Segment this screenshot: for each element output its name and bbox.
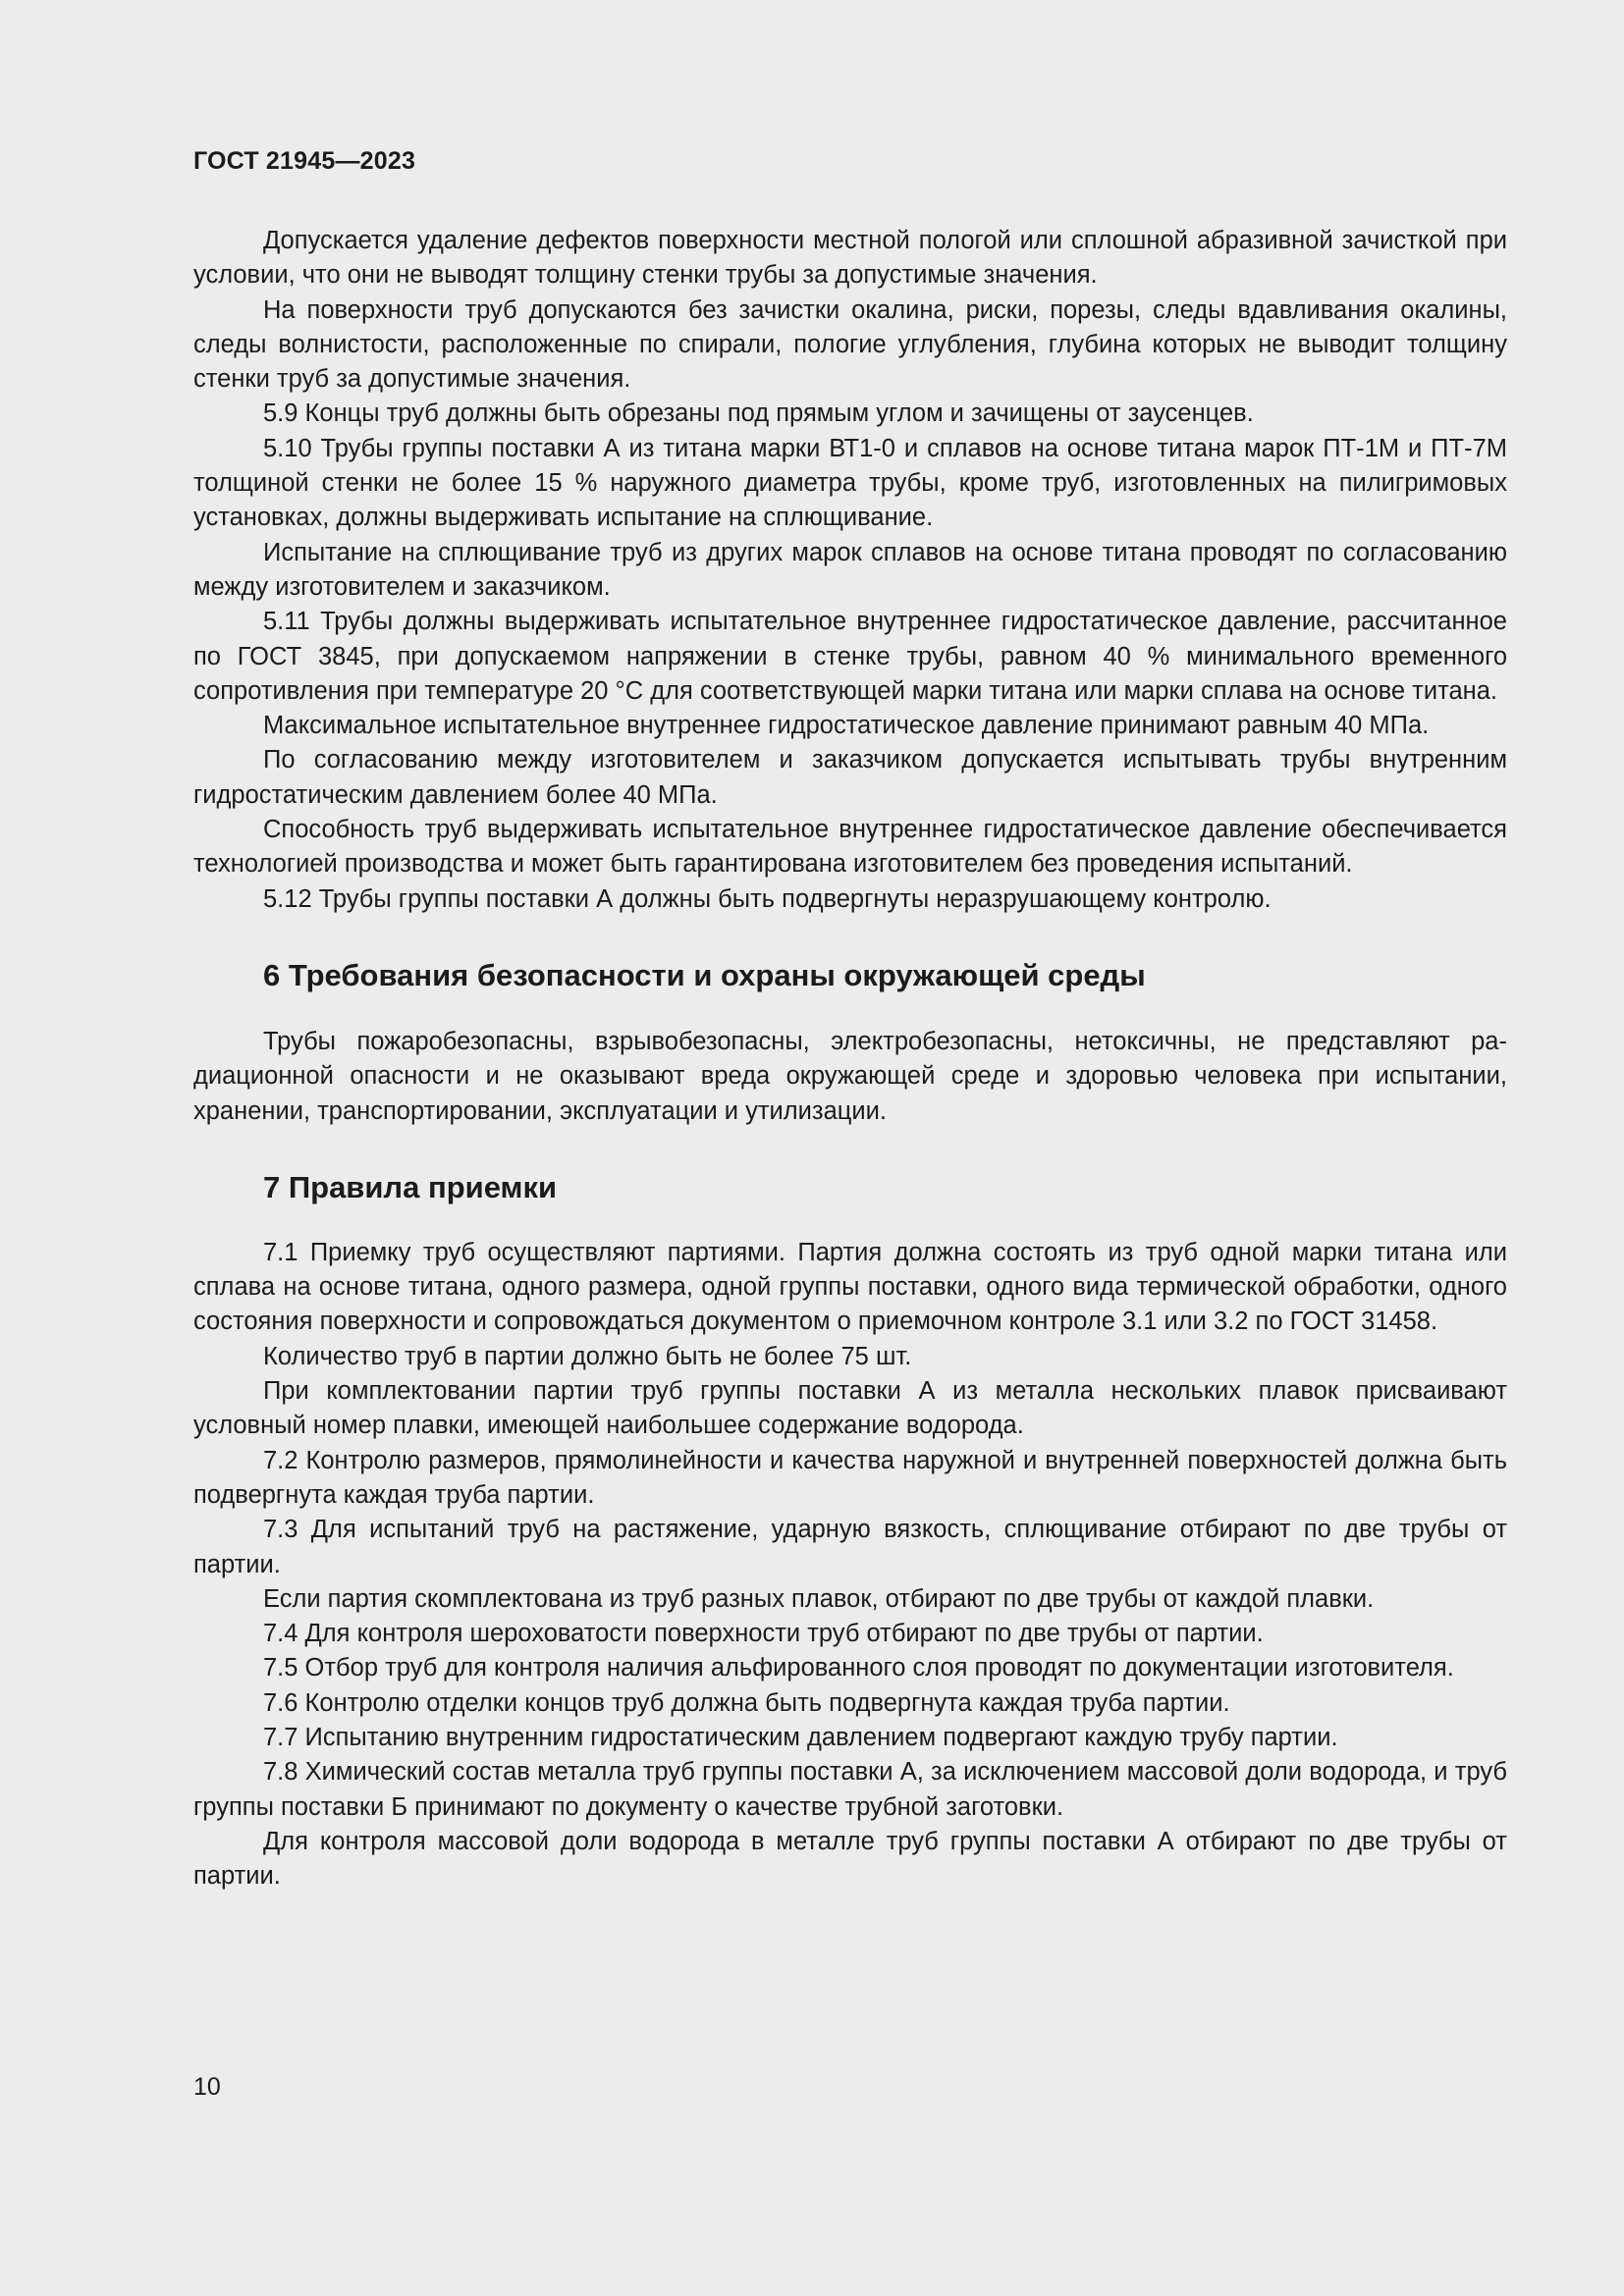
document-header: ГОСТ 21945—2023	[193, 147, 416, 175]
paragraph: При комплектовании партии труб группы поставки А из металла нескольких плавок присваивают условный номер плавки, имеющей наибольшее содержание водорода.	[193, 1377, 1507, 1440]
section-6-text: Трубы пожаробезопасны, взрывобезопасны, электробезопасны, нетоксичны, не представляют радиационной опасности и не оказывают вреда окружающей среде и здоровью человека при испытании, хранении, транспортировании, эксплуатации и утилизации.	[193, 1027, 1507, 1125]
clause-7-1: 7.1 Приемку труб осуществляют партиями. Партия должна состоять из труб одной марки титана или сплава на основе титана, одного размера, одной группы поставки, одного вида термической обработки, одного состояния поверхности и сопровождаться документом о приемочном контроле 3.1 или 3.2 по ГОСТ 31458.	[193, 1238, 1507, 1336]
clause-7-4: 7.4 Для контроля шероховатости поверхности труб отбирают по две трубы от партии.	[263, 1620, 1264, 1648]
paragraph: Количество труб в партии должно быть не более 75 шт.	[263, 1342, 912, 1370]
paragraph: Для контроля массовой доли водорода в металле труб группы поставки А отбирают по две трубы от партии.	[193, 1827, 1507, 1891]
clause-5-10: 5.10 Трубы группы поставки А из титана марки ВТ1-0 и сплавов на основе титана марок ПТ-1М и ПТ-7М толщиной стенки не более 15 % наружного диаметра трубы, кроме труб, изготовленных на пилигримовых установках, должны выдерживать испытание на сплющивание.	[193, 434, 1507, 532]
clause-7-3: 7.3 Для испытаний труб на растяжение, ударную вязкость, сплющивание отбирают по две трубы от партии.	[193, 1516, 1507, 1578]
clause-7-2: 7.2 Контролю размеров, прямолинейности и качества наружной и внутренней поверхностей должна быть подвергнута каждая труба партии.	[193, 1446, 1507, 1509]
clause-5-9: 5.9 Концы труб должны быть обрезаны под прямым углом и зачищены от заусенцев.	[263, 400, 1254, 428]
paragraph: Максимальное испытательное внутреннее гидростатическое давление принимают равным 40 МПа.	[263, 712, 1430, 740]
clause-5-11: 5.11 Трубы должны выдерживать испытательное внутреннее гидростатическое давление, рассчитанное по ГОСТ 3845, при допускаемом напряжении в стенке трубы, равном 40 % минимального временного сопротивления при температуре 20 °С для соответствующей марки титана или марки сплава на основе титана.	[193, 608, 1507, 705]
paragraph: По согласованию между изготовителем и заказчиком допускается испытывать трубы внутренним гидростатическим давлением более 40 МПа.	[193, 746, 1507, 809]
clause-7-7: 7.7 Испытанию внутренним гидростатическим давлением подвергают каждую трубу партии.	[263, 1723, 1338, 1751]
page-number: 10	[193, 2073, 221, 2101]
clause-7-6: 7.6 Контролю отделки концов труб должна быть подвергнута каждая труба партии.	[263, 1688, 1230, 1717]
paragraph: Испытание на сплющивание труб из других марок сплавов на основе титана проводят по согласованию между изготовителем и заказчиком.	[193, 538, 1507, 601]
clause-7-8: 7.8 Химический состав металла труб группы поставки А, за исключением массовой доли водорода, и труб группы поставки Б принимают по документу о качестве трубной заготовки.	[193, 1758, 1507, 1821]
section-6-heading: 6 Требования безопасности и охраны окружающей среды	[263, 957, 1146, 992]
document-body	[193, 224, 1507, 1894]
paragraph: На поверхности труб допускаются без зачистки окалина, риски, порезы, следы вдавливания окалины, следы волнистости, расположенные по спирали, пологие углубления, глубина которых не выводит толщину стенки труб за допустимые значения.	[193, 295, 1507, 394]
paragraph: Допускается удаление дефектов поверхности местной пологой или сплошной абразивной зачисткой при условии, что они не выводят толщину стенки трубы за допустимые значения.	[193, 227, 1507, 290]
section-7-heading: 7 Правила приемки	[263, 1169, 558, 1204]
clause-7-5: 7.5 Отбор труб для контроля наличия альфированного слоя проводят по документации изготовителя.	[263, 1654, 1454, 1682]
paragraph: Если партия скомплектована из труб разных плавок, отбирают по две трубы от каждой плавки.	[263, 1584, 1375, 1613]
clause-5-12: 5.12 Трубы группы поставки А должны быть подвергнуты неразрушающему контролю.	[263, 884, 1272, 913]
paragraph: Способность труб выдерживать испытательное внутреннее гидростатическое давление обеспечивается технологией производства и может быть гарантирована изготовителем без проведения испытаний.	[193, 816, 1507, 879]
